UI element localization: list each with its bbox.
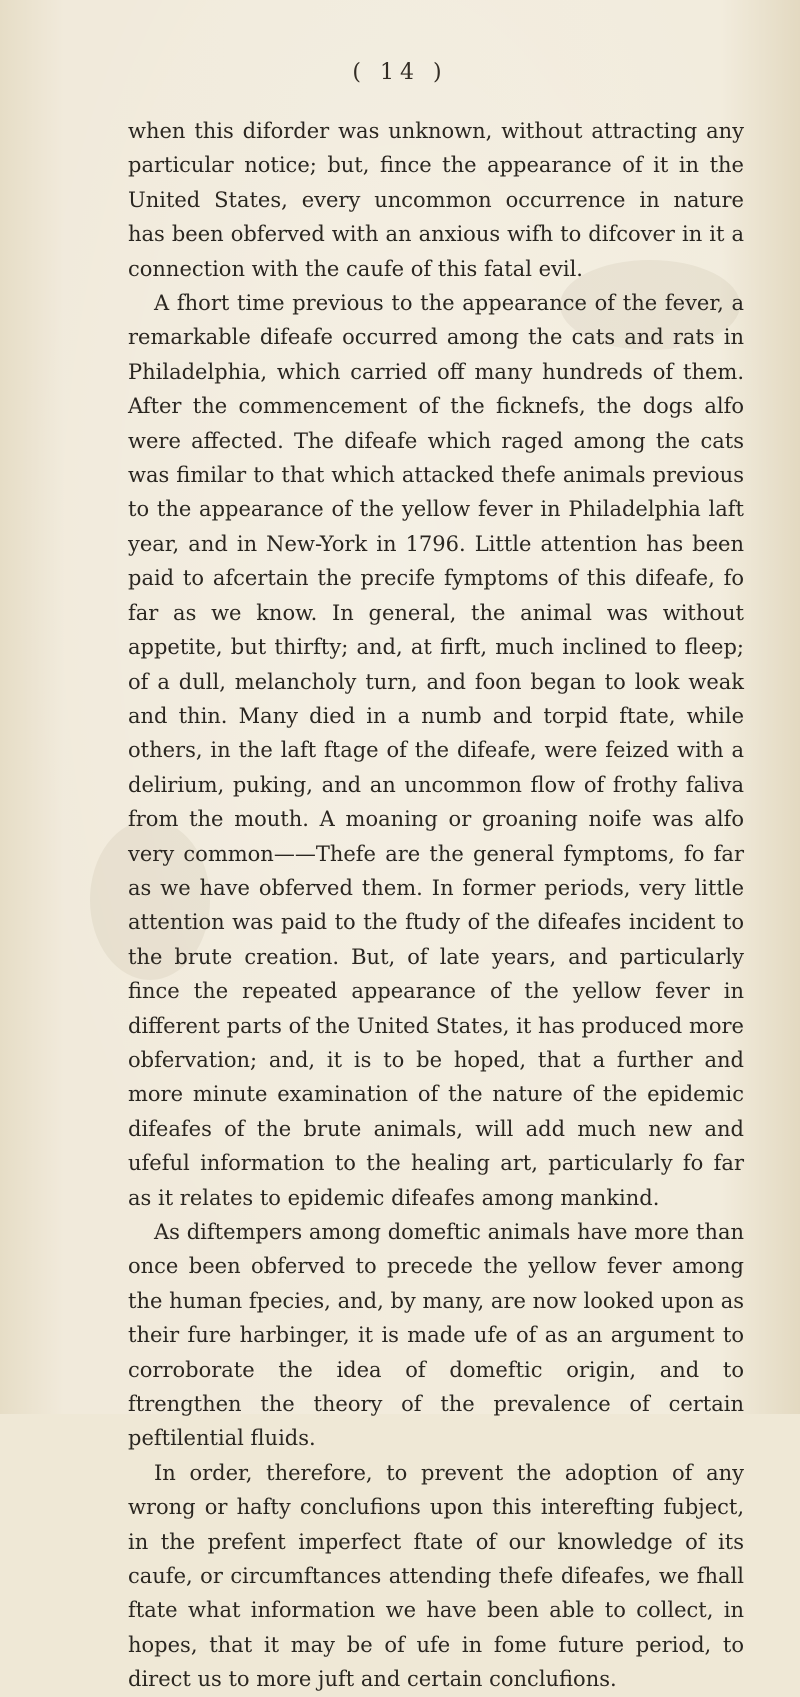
paragraph-continued: when this diforder was unknown, without attracting any particular notice; but, fince the appearance of it in the United States, every uncommon occurrence in nature has been obferved with an anxious wifh to difcover in it a connection with the caufe of this fatal evil. (128, 119, 744, 281)
page-number: ( 14 ) (352, 60, 448, 85)
paragraph-conclusions: In order, therefore, to prevent the adoption of any wrong or hafty conclufions upon this interefting fubject, in the prefent imperfect ftate of our knowledge of its caufe, or circumftances attending thefe difeafes, we fhall ftate what information we have been able to collect, in hopes, that it may be of ufe in fome future period, to direct us to more juft and certain conclufions. (128, 1460, 744, 1692)
paragraph-distempers: As diftempers among domeftic animals have more than once been obferved to precede the yellow fever among the human fpecies, and, by many, are now looked upon as their fure harbinger, it is made ufe of as an argument to corroborate the idea of domeftic origin, and to ftrengthen the theory of the prevalence of certain peftilential fluids. (128, 1220, 744, 1451)
body-text (128, 114, 744, 1697)
paragraph-cats-and-rats: A fhort time previous to the appearance of the fever, a remarkable difeafe occurred among the cats and rats in Philadelphia, which carried off many hundreds of them. After the commencement of the ficknefs, the dogs alfo were affected. The difeafe which raged among the cats was fimilar to that which attacked thefe animals previous to the appearance of the yellow fever in Philadelphia laft year, and in New-York in 1796. Little attention has been paid to afcertain the precife fymptoms of this difeafe, fo far as we know. In general, the animal was without appetite, but thirfty; and, at firft, much inclined to fleep; of a dull, melancholy turn, and foon began to look weak and thin. Many died in a numb and torpid ftate, while others, in the laft ftage of the difeafe, were feized with a delirium, puking, and an uncommon flow of frothy faliva from the mouth. A moaning or groaning noife was alfo very common——Thefe are the general fymptoms, fo far as we have obferved them. In former periods, very little attention was paid to the ftudy of the difeafes incident to the brute creation. But, of late years, and particularly fince the repeated appearance of the yellow fever in different parts of the United States, it has produced more obfervation; and, it is to be hoped, that a further and more minute examination of the nature of the epidemic difeafes of the brute animals, will add much new and ufeful information to the healing art, particularly fo far as it relates to epidemic difeafes among mankind. (128, 291, 744, 1210)
